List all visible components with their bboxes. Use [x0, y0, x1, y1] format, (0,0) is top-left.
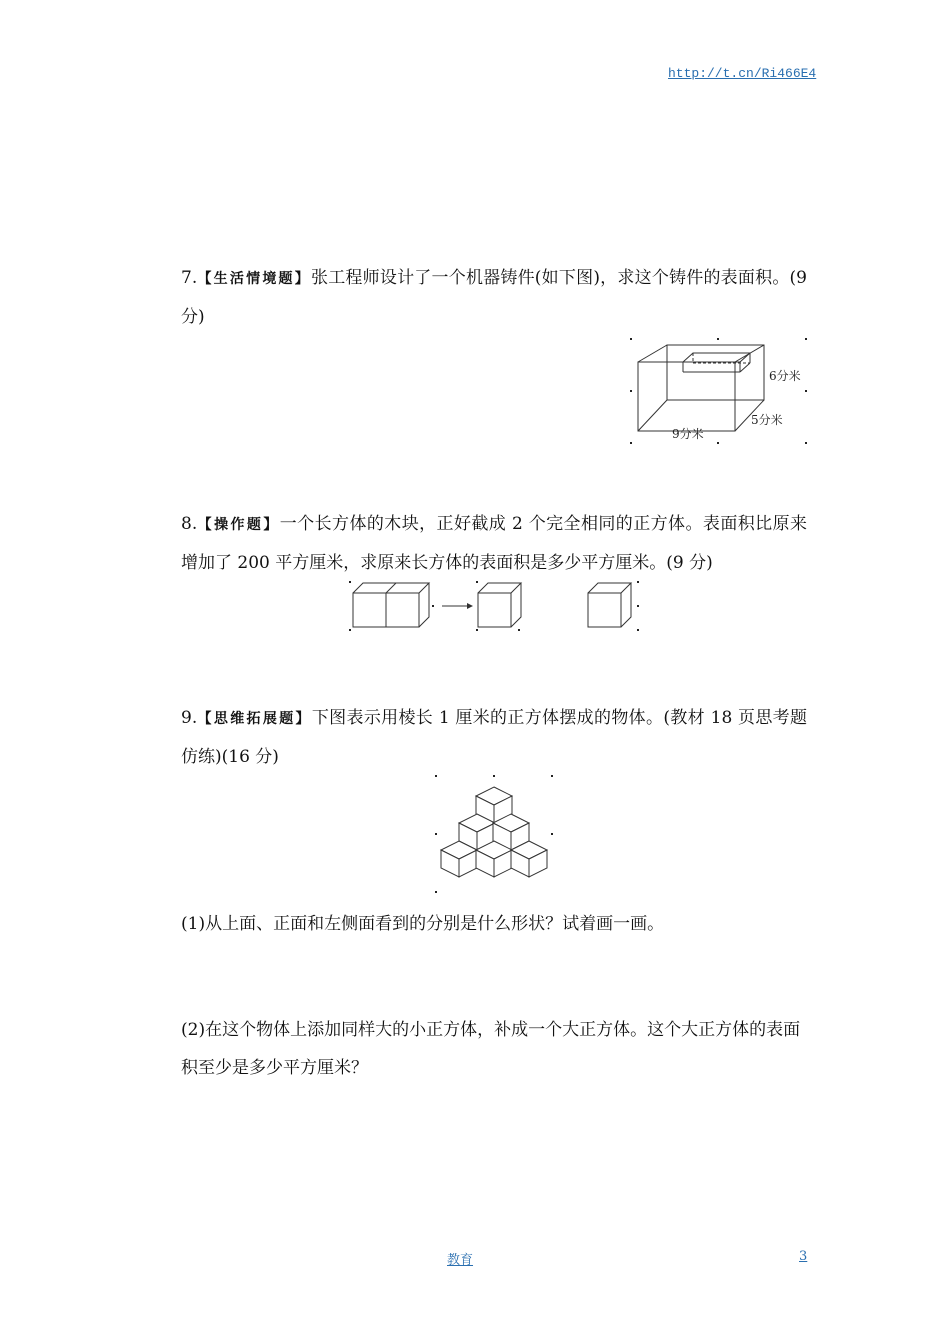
question-text: 一个长方体的木块，正好截成 2 个完全相同的正方体。表面积比原来增加了 200 平方厘米，求原来长方体的表面积是多少平方厘米。(9 分) [181, 514, 808, 573]
question-7 [145, 259, 807, 336]
depth-label: 5分米 [751, 413, 783, 427]
question-number: 7. [181, 268, 198, 288]
question-text: 下图表示用棱长 1 厘米的正方体摆成的物体。(教材 18 页思考题仿练)(16 分) [181, 708, 807, 767]
question-tag: 【思维拓展题】 [197, 711, 312, 727]
question-9-part-2: (2)在这个物体上添加同样大的小正方体，补成一个大正方体。这个大正方体的表面积至少是多少平方厘米？ [181, 1020, 801, 1078]
width-label: 9分米 [672, 427, 704, 441]
question-text: 张工程师设计了一个机器铸件(如下图)，求这个铸件的表面积。(9 分) [181, 268, 808, 327]
header-link[interactable]: http://t.cn/Ri466E4 [668, 66, 817, 81]
cube-stack-figure [430, 772, 560, 897]
question-number: 8. [181, 514, 198, 534]
question-number: 9. [181, 708, 198, 728]
height-label: 6分米 [769, 369, 801, 383]
question-9 [145, 699, 807, 776]
question-tag: 【生活情境题】 [197, 271, 311, 287]
question-tag: 【操作题】 [197, 517, 280, 533]
question-9-part-1: (1)从上面、正面和左侧面看到的分别是什么形状？试着画一画。 [181, 914, 665, 934]
footer-link[interactable]: 教育 [447, 1253, 474, 1268]
page-number: 3 [799, 1249, 808, 1264]
cut-cuboid-figure [343, 578, 643, 636]
question-8 [145, 505, 807, 582]
casting-figure [625, 335, 815, 450]
